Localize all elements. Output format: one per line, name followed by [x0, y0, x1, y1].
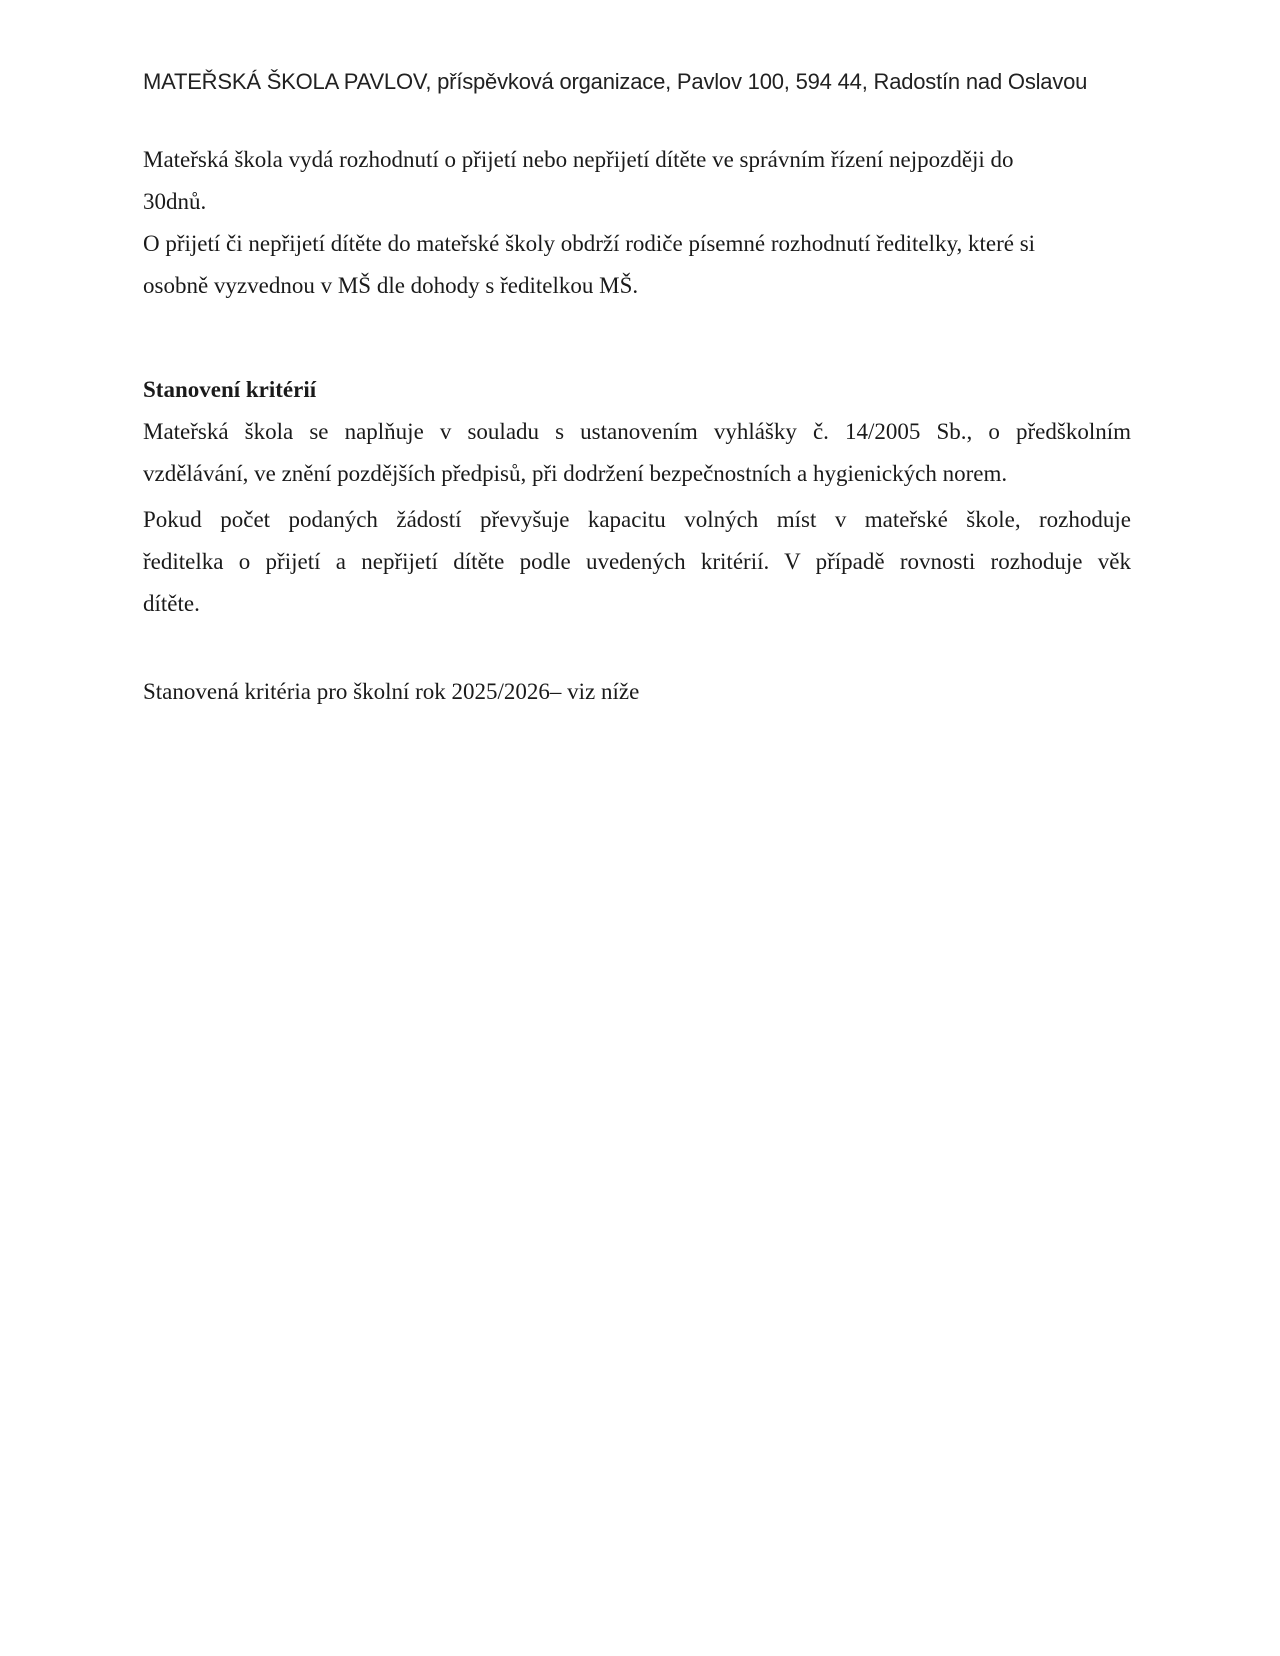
paragraph-line: Stanovená kritéria pro školní rok 2025/2026– viz níže [143, 679, 640, 704]
section-heading-criteria: Stanovení kritérií [143, 377, 317, 402]
paragraph-line: vzdělávání, ve znění pozdějších předpisů, při dodržení bezpečnostních a hygienických norem. [143, 461, 1008, 486]
paragraph-line: Mateřská škola vydá rozhodnutí o přijetí nebo nepřijetí dítěte ve správním řízení nejpozději do [143, 147, 1014, 172]
paragraph-line: osobně vyzvednou v MŠ dle dohody s ředitelkou MŠ. [143, 273, 639, 298]
paragraph-written-decision [143, 223, 1131, 307]
paragraph-line: O přijetí či nepřijetí dítěte do mateřské školy obdrží rodiče písemné rozhodnutí ředitelky, které si [143, 231, 1036, 256]
paragraph-line: Mateřská škola se naplňuje v souladu s ustanovením vyhlášky č. 14/2005 Sb., o předškolním [143, 419, 1131, 444]
paragraph-line: Pokud počet podaných žádostí převyšuje kapacitu volných míst v mateřské škole, rozhoduje [143, 507, 1131, 532]
paragraph-criteria-reference [143, 671, 1131, 713]
paragraph-line: ředitelka o přijetí a nepřijetí dítěte podle uvedených kritérií. V případě rovnosti rozhoduje věk [143, 549, 1131, 574]
paragraph-capacity-regulation [143, 411, 1131, 495]
paragraph-decision-deadline [143, 139, 1131, 223]
paragraph-line: dítěte. [143, 591, 200, 616]
document-header: MATEŘSKÁ ŠKOLA PAVLOV, příspěvková organizace, Pavlov 100, 594 44, Radostín nad Oslavou [143, 69, 1088, 94]
paragraph-exceeding-capacity [143, 499, 1131, 625]
paragraph-line: 30dnů. [143, 189, 207, 214]
document-content [143, 0, 1131, 713]
